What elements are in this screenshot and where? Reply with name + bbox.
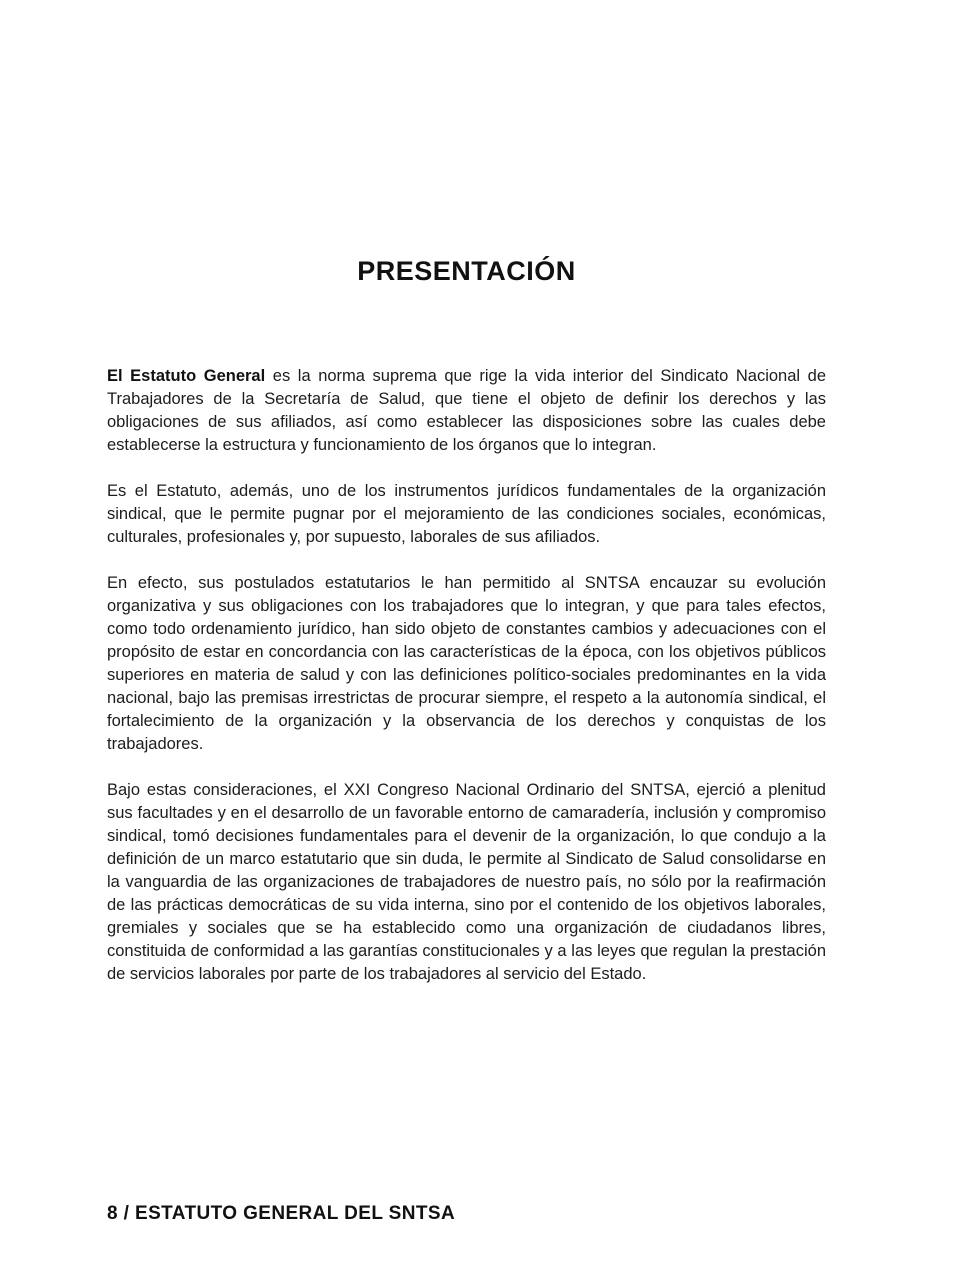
page-footer: 8 / ESTATUTO GENERAL DEL SNTSA <box>107 1203 456 1224</box>
text-column <box>107 0 826 1009</box>
paragraph-1 <box>107 365 826 457</box>
page-title: PRESENTACIÓN <box>357 256 576 286</box>
paragraph-4: Bajo estas consideraciones, el XXI Congreso Nacional Ordinario del SNTSA, ejerció a plenitud sus facultades y en el desarrollo de un favorable entorno de camaradería, inclusión y compromiso sindical, tomó decisiones fundamentales para el devenir de la organización, lo que condujo a la definición de un marco estatutario que sin duda, le permite al Sindicato de Salud consolidarse en la vanguardia de las organizaciones de trabajadores de nuestro país, no sólo por la reafirmación de las prácticas democráticas de su vida interna, sino por el contenido de los objetivos laborales, gremiales y sociales que se ha establecido como una organización de ciudadanos libres, constituida de conformidad a las garantías constitucionales y a las leyes que regulan la prestación de servicios laborales por parte de los trabajadores al servicio del Estado. <box>107 781 826 983</box>
paragraph-2: Es el Estatuto, además, uno de los instrumentos jurídicos fundamentales de la organización sindical, que le permite pugnar por el mejoramiento de las condiciones sociales, económicas, culturales, profesionales y, por supuesto, laborales de sus afiliados. <box>107 482 826 546</box>
paragraph-3: En efecto, sus postulados estatutarios le han permitido al SNTSA encauzar su evolución organizativa y sus obligaciones con los trabajadores que lo integran, y que para tales efectos, como todo ordenamiento jurídico, han sido objeto de constantes cambios y adecuaciones con el propósito de estar en concordancia con las características de la época, con los objetivos públicos superiores en materia de salud y con las definiciones político-sociales predominantes en la vida nacional, bajo las premisas irrestrictas de procurar siempre, el respeto a la autonomía sindical, el fortalecimiento de la organización y la observancia de los derechos y conquistas de los trabajadores. <box>107 574 826 753</box>
paragraph-1-bold-lead: El Estatuto General <box>107 367 266 385</box>
paragraph-1-body: es la norma suprema que rige la vida interior del Sindicato Nacional de Trabajadores de la Secretaría de Salud, que tiene el objeto de definir los derechos y las obligaciones de sus afiliados, así como establecer las disposiciones sobre las cuales debe establecerse la estructura y funcionamiento de los órganos que lo integran. <box>107 367 826 454</box>
